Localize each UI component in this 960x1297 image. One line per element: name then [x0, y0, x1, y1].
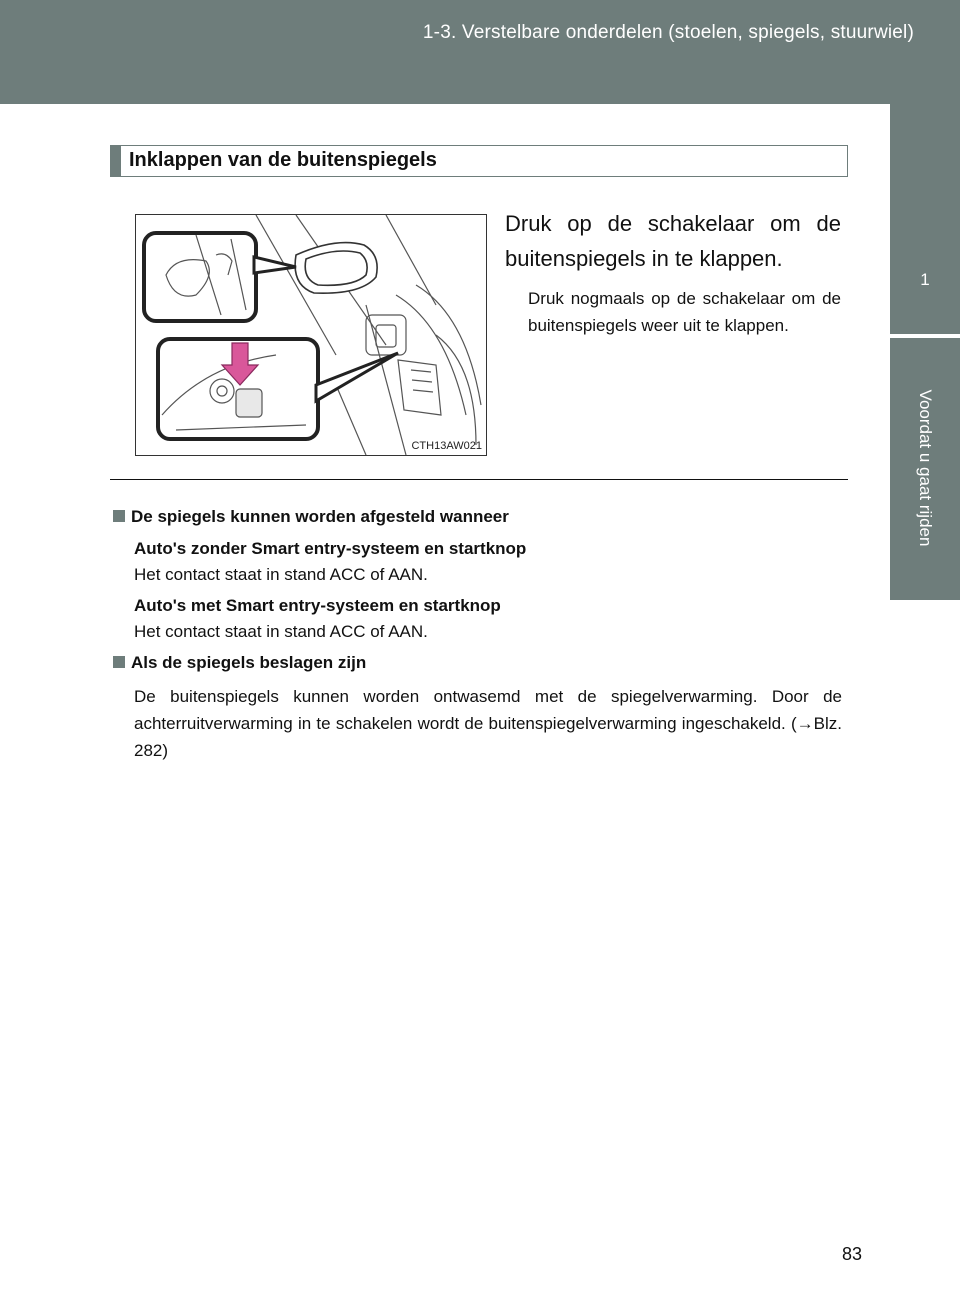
note-text-with-smart-entry: Het contact staat in stand ACC of AAN. — [134, 622, 428, 641]
note-sub-without-smart-entry: Auto's zonder Smart entry-systeem en startknop — [134, 539, 527, 558]
section-header — [110, 145, 848, 177]
note-heading-fogged-text: Als de spiegels beslagen zijn — [131, 653, 367, 672]
section-divider — [110, 479, 848, 480]
side-tab-number: 1 — [920, 270, 930, 289]
note-sub-with-smart-entry: Auto's met Smart entry-systeem en startknop — [134, 596, 501, 615]
mirror-fold-drawing — [136, 215, 486, 455]
main-instruction: Druk op de schakelaar om de buitenspiegels in te klappen. — [505, 211, 841, 271]
square-bullet-icon — [113, 656, 125, 668]
chapter-title: 1-3. Verstelbare onderdelen (stoelen, spiegels, stuurwiel) — [422, 22, 914, 43]
header-band — [0, 0, 960, 104]
mirror-fold-illustration — [135, 214, 487, 456]
illustration-code: CTH13AW021 — [411, 440, 482, 452]
note-text-without-smart-entry: Het contact staat in stand ACC of AAN. — [134, 565, 428, 584]
note-paragraph-fogged: De buitenspiegels kunnen worden ontwasemd met de spiegelverwarming. Door de achterruitverwarming in te schakelen wordt de buitenspiegelverwarming ingeschakeld. (→Blz. 282) — [134, 687, 842, 760]
sub-instruction: Druk nogmaals op de schakelaar om de buitenspiegels weer uit te klappen. — [528, 289, 841, 335]
note-heading-fogged — [113, 653, 366, 673]
note-heading-adjust-text: De spiegels kunnen worden afgesteld wanneer — [131, 507, 509, 526]
side-tab-label: Voordat u gaat rijden — [916, 389, 935, 547]
side-tab-number-block — [890, 104, 960, 334]
note-heading-adjust — [113, 507, 509, 527]
section-header-bar — [111, 146, 121, 176]
section-title: Inklappen van de buitenspiegels — [129, 149, 437, 171]
square-bullet-icon — [113, 510, 125, 522]
page-number: 83 — [842, 1244, 863, 1264]
